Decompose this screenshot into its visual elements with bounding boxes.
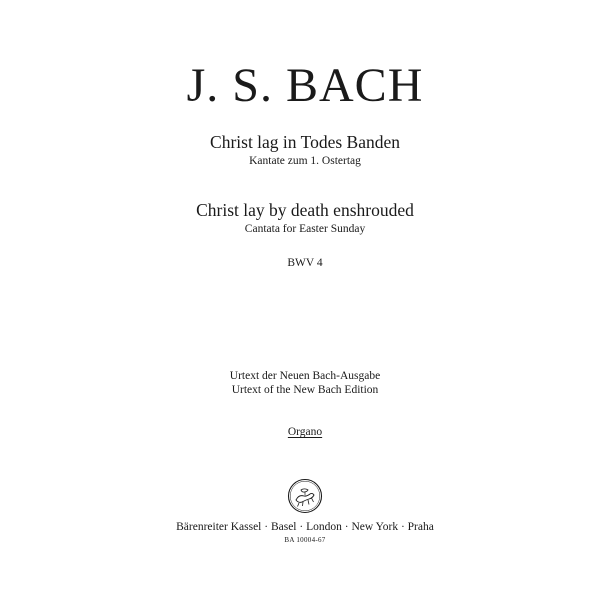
work-subtitle-english: Cantata for Easter Sunday [244, 223, 366, 235]
work-title-english: Christ lay by death enshrouded [196, 200, 414, 220]
bwv-number: BWV 4 [287, 257, 323, 269]
work-subtitle-german: Kantate zum 1. Ostertag [249, 155, 361, 167]
urtext-label-german: Urtext der Neuen Bach-Ausgabe [229, 370, 381, 382]
baerenreiter-logo-icon [287, 478, 323, 514]
part-name: Organo [287, 426, 323, 438]
part-label [0, 425, 610, 439]
urtext-label-english: Urtext of the New Bach Edition [231, 384, 379, 396]
publisher-cities: Bärenreiter Kassel · Basel · London · New York · Praha [176, 521, 434, 533]
work-title-german: Christ lag in Todes Banden [210, 132, 400, 152]
order-number: BA 10004-67 [284, 536, 326, 544]
composer-name: J. S. BACH [186, 59, 424, 112]
